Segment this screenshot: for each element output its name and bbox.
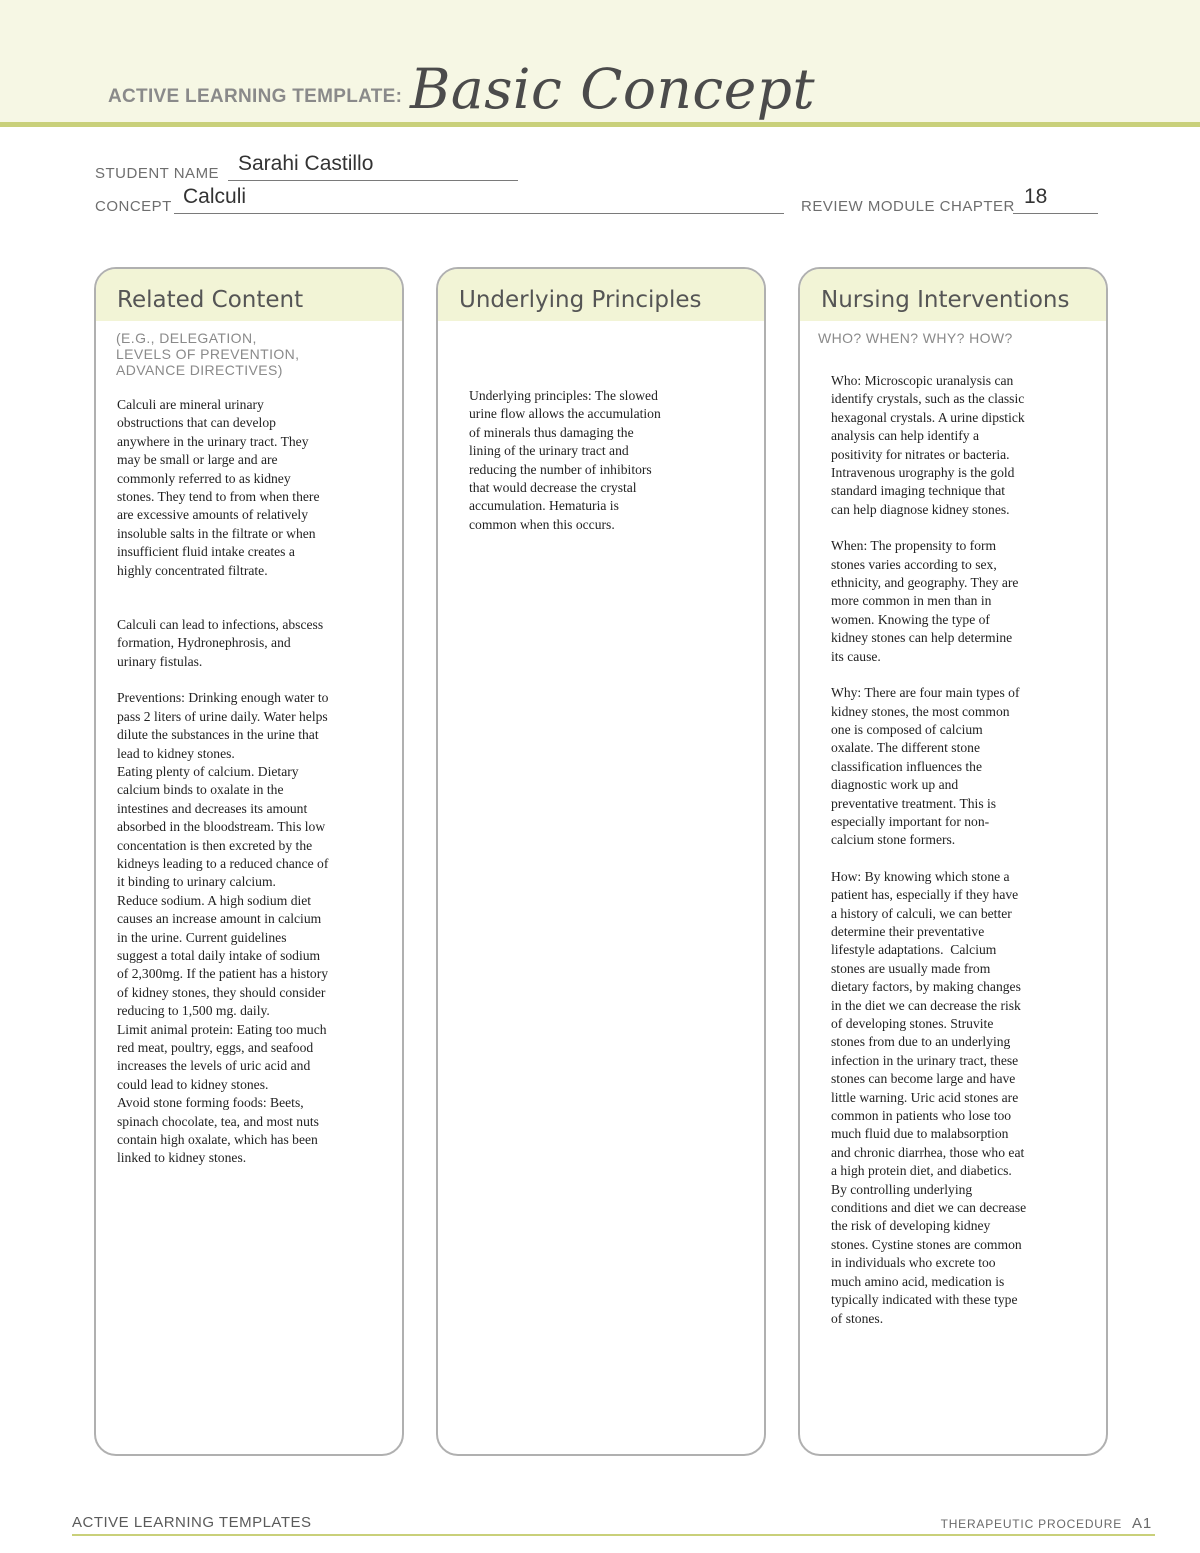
related-content-box	[94, 267, 404, 1456]
related-paragraph-preventions: Preventions: Drinking enough water to pass 2 liters of urine daily. Water helps dilute the substances in the urine that lead to kidney stones. Eating plenty of calcium. Dietary calcium binds to oxalate in the intestines and decreases its amount absorbed in the bloodstream. This low concentation is then excreted by the kidneys leading to a reduced chance of it binding to urinary calcium. Reduce sodium. A high sodium diet causes an increase amount in calcium in the urine. Current guidelines suggest a total daily intake of sodium of 2,300mg. If the patient has a history of kidney stones, they should consider reducing to 1,500 mg. daily. Limit animal protein: Eating too much red meat, poultry, eggs, and seafood increases the levels of uric acid and could lead to kidney stones. Avoid stone forming foods: Beets, spinach chocolate, tea, and most nuts contain high oxalate, which has been linked to kidney stones.	[117, 690, 329, 1166]
chapter-label: REVIEW MODULE CHAPTER	[801, 198, 1015, 215]
related-content-body[interactable]	[117, 396, 392, 1168]
related-paragraph-definition: Calculi are mineral urinary obstructions that can develop anywhere in the urinary tract. They may be small or large and are commonly referred to as kidney stones. They tend to from when there are excessive amounts of relatively insoluble salts in the filtrate or when insufficient fluid intake creates a highly concentrated filtrate.	[117, 397, 320, 578]
nursing-interventions-box	[798, 267, 1108, 1456]
footer-rule	[72, 1534, 1155, 1536]
concept-line	[174, 213, 784, 214]
related-content-title: Related Content	[117, 287, 304, 313]
student-name-label: STUDENT NAME	[95, 165, 220, 182]
footer-section-label: THERAPEUTIC PROCEDURE	[940, 1517, 1123, 1531]
nursing-interventions-title: Nursing Interventions	[821, 287, 1070, 313]
footer-page-number: A1	[1132, 1515, 1152, 1532]
related-subtitle-line: (E.G., DELEGATION,	[116, 330, 257, 346]
nursing-paragraph-who: Who: Microscopic uranalysis can identify crystals, such as the classic hexagonal crystals. A urine dipstick analysis can help identify a positivity for nitrates or bacteria. Intravenous urography is the gold standard imaging technique that can help diagnose kidney stones.	[831, 373, 1025, 517]
underlying-principles-box	[436, 267, 766, 1456]
student-name-field[interactable]: Sarahi Castillo	[238, 152, 374, 175]
related-subtitle-line: ADVANCE DIRECTIVES)	[116, 362, 283, 378]
concept-label: CONCEPT	[95, 198, 172, 215]
template-label: ACTIVE LEARNING TEMPLATE:	[108, 86, 403, 107]
related-subtitle-line: LEVELS OF PREVENTION,	[116, 346, 300, 362]
underlying-principles-title: Underlying Principles	[459, 287, 702, 313]
related-content-subtitle	[116, 330, 299, 378]
student-name-line	[228, 180, 518, 181]
nursing-paragraph-why: Why: There are four main types of kidney stones, the most common one is composed of calcium oxalate. The different stone classification influences the diagnostic work up and preventative treatment. This is especially important for non- calcium stone formers.	[831, 685, 1020, 848]
concept-field[interactable]: Calculi	[183, 185, 247, 208]
nursing-interventions-body[interactable]	[831, 372, 1099, 1328]
footer-left-label: ACTIVE LEARNING TEMPLATES	[72, 1514, 312, 1531]
related-paragraph-complications: Calculi can lead to infections, abscess formation, Hydronephrosis, and urinary fistulas.	[117, 617, 324, 669]
nursing-paragraph-how: How: By knowing which stone a patient has, especially if they have a history of calculi, we can better determine their preventative lifestyle adaptations. Calcium stones are usually made from dietary factors, by making changes in the diet we can decrease the risk of developing stones. Struvite stones from due to an underlying infection in the urinary tract, these stones can become large and have little warning. Uric acid stones are common in patients who lose too much fluid due to malabsorption and chronic diarrhea, those who eat a high protein diet, and diabetics. By controlling underlying conditions and diet we can decrease the risk of developing kidney stones. Cystine stones are common in individuals who excrete too much amino acid, medication is typically indicated with these type of stones.	[831, 868, 1027, 1326]
nursing-paragraph-when: When: The propensity to form stones varies according to sex, ethnicity, and geography. They are more common in men than in women. Knowing the type of kidney stones can help determine its cause.	[831, 538, 1019, 664]
footer-right-label	[941, 1515, 1152, 1532]
header-rule	[0, 122, 1200, 127]
underlying-principles-body[interactable]	[469, 387, 759, 534]
chapter-field[interactable]: 18	[1024, 185, 1048, 208]
chapter-line	[1013, 213, 1098, 214]
template-title: Basic Concept	[410, 57, 816, 121]
nursing-interventions-subtitle: WHO? WHEN? WHY? HOW?	[818, 330, 1013, 346]
underlying-paragraph: Underlying principles: The slowed urine flow allows the accumulation of minerals thus damaging the lining of the urinary tract and reducing the number of inhibitors that would decrease the crystal accumulation. Hematuria is common when this occurs.	[469, 388, 661, 532]
